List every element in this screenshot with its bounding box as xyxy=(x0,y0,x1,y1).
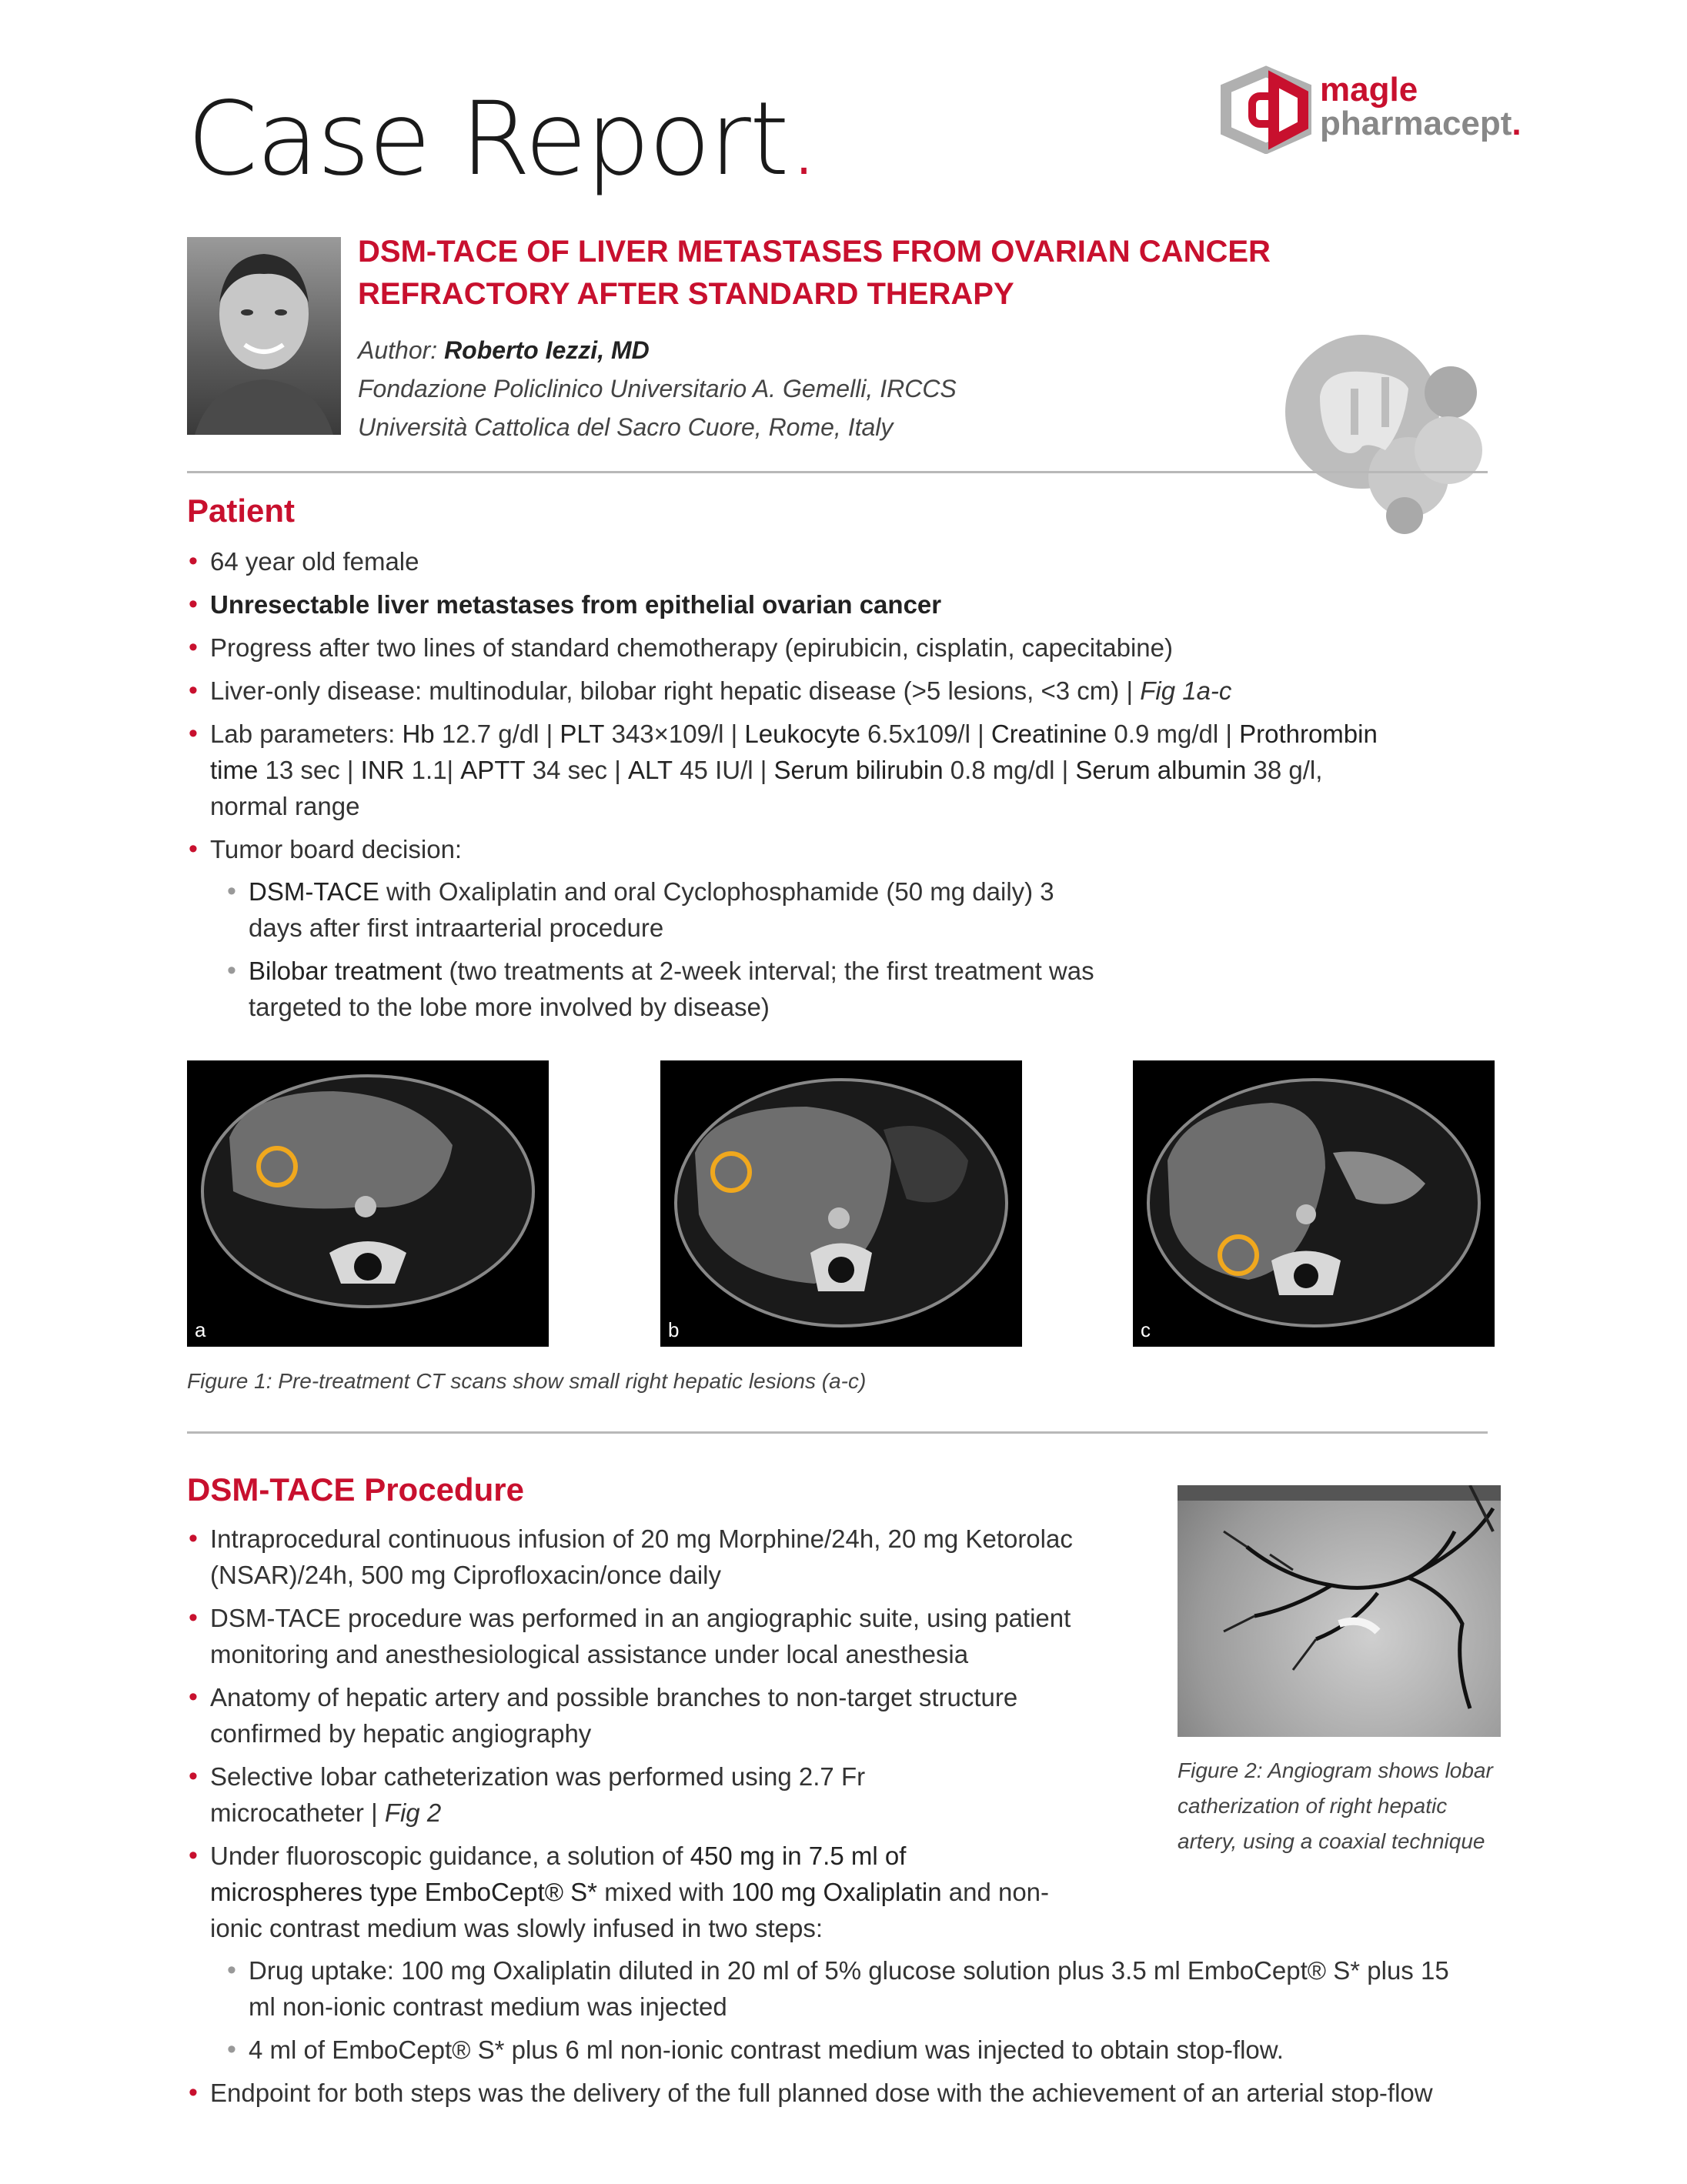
list-item: • 64 year old female xyxy=(187,543,1488,579)
logo-mark-icon xyxy=(1212,65,1320,154)
author-photo xyxy=(187,237,341,435)
author-block xyxy=(358,331,957,446)
list-item: • Intraprocedural continuous infusion of 20 mg Morphine/24h, 20 mg Ketorolac (NSAR)/24h, 500 mg Ciprofloxacin/once daily xyxy=(187,1521,1087,1593)
brand-logo xyxy=(1212,65,1551,154)
sub-list-item: • 4 ml of EmboCept® S* plus 6 ml non-ionic contrast medium was injected to obtain stop-flow. xyxy=(210,2032,1503,2068)
list-item: • Anatomy of hepatic artery and possible branches to non-target structure confirmed by hepatic angiography xyxy=(187,1679,1134,1752)
angiogram-image xyxy=(1178,1485,1501,1737)
ct-scan-c xyxy=(1133,1060,1495,1347)
title-dot: . xyxy=(787,80,819,199)
list-item: • Selective lobar catheterization was performed using 2.7 Fr microcatheter | Fig 2 xyxy=(187,1758,980,1831)
ct-scan-b xyxy=(660,1060,1022,1347)
procedure-section-title: DSM-TACE Procedure xyxy=(187,1471,524,1508)
article-heading xyxy=(358,231,1358,316)
sub-list-item: • Drug uptake: 100 mg Oxaliplatin diluted in 20 ml of 5% glucose solution plus 3.5 ml EmboCept® S* plus 15 ml non-ionic contrast medium was injected xyxy=(210,1952,1465,2025)
ct-scan-a xyxy=(187,1060,549,1347)
liver-circles-icon xyxy=(1278,335,1524,550)
scan-label: a xyxy=(195,1318,206,1341)
divider xyxy=(187,1431,1488,1434)
figure-1-caption: Figure 1: Pre-treatment CT scans show small right hepatic lesions (a-c) xyxy=(187,1369,867,1393)
list-item: • Progress after two lines of standard chemotherapy (epirubicin, cisplatin, capecitabine) xyxy=(187,629,1488,666)
affiliation-1: Fondazione Policlinico Universitario A. Gemelli, IRCCS xyxy=(358,375,957,402)
divider xyxy=(187,471,1488,473)
heading-line-1: DSM-TACE OF LIVER METASTASES FROM OVARIAN CANCER xyxy=(358,235,1271,269)
heading-line-2: REFRACTORY AFTER STANDARD THERAPY xyxy=(358,277,1014,311)
lab-parameters: • Lab parameters: Hb 12.7 g/dl | PLT 343×109/l | Leukocyte 6.5x109/l | Creatinine 0.9 mg/dl | Prothrombin time 13 sec | INR 1.1| APTT 34 sec | ALT 45 IU/l | Serum bilirubin 0.8 mg/dl | Serum albumin 38 g/l, normal range xyxy=(187,716,1403,824)
scan-label: b xyxy=(668,1318,680,1341)
sub-list-item: • Bilobar treatment (two treatments at 2-week interval; the first treatment was targeted to the lobe more involved by disease) xyxy=(210,953,1172,1025)
figure-2-caption: Figure 2: Angiogram shows lobar catherization of right hepatic artery, using a coaxial technique xyxy=(1178,1758,1493,1853)
list-item: • Unresectable liver metastases from epithelial ovarian cancer xyxy=(187,586,1488,623)
list-item: • Endpoint for both steps was the delivery of the full planned dose with the achievement of an arterial stop-flow xyxy=(187,2075,1488,2111)
logo-line-2: pharmacept xyxy=(1320,105,1512,142)
patient-list xyxy=(187,543,1488,1032)
list-item: • Under fluoroscopic guidance, a solution of 450 mg in 7.5 ml of microspheres type EmboCept® S* mixed with 100 mg Oxaliplatin and non-ionic contrast medium was slowly infused in two steps: • Drug uptake: 100 mg Oxaliplatin diluted in 20 ml of 5% glucose solution plus 3.5 ml EmboCept® S* plus 15 ml non-ionic contrast medium was injected • 4 ml of EmboCept® S* plus 6 ml non-ionic contrast medium was injected to obtain stop-flow. xyxy=(187,1838,1057,2068)
list-item: • Liver-only disease: multinodular, bilobar right hepatic disease (>5 lesions, <3 cm) | Fig 1a-c xyxy=(187,673,1488,709)
list-item: • Tumor board decision: • DSM-TACE with Oxaliplatin and oral Cyclophosphamide (50 mg daily) 3 days after first intraarterial procedure • Bilobar treatment (two treatments at 2-week interval; the first treatment was targeted to the lobe more involved by disease) xyxy=(187,831,1488,1025)
patient-section-title: Patient xyxy=(187,493,296,529)
list-item: • DSM-TACE procedure was performed in an angiographic suite, using patient monitoring and anesthesiological assistance under local anesthesia xyxy=(187,1600,1172,1672)
scan-label: c xyxy=(1141,1318,1151,1341)
author-name: Roberto Iezzi, MD xyxy=(444,336,650,364)
sub-list-item: • DSM-TACE with Oxaliplatin and oral Cyclophosphamide (50 mg daily) 3 days after first intraarterial procedure xyxy=(210,873,1095,946)
page-title: Case Report. xyxy=(187,80,819,199)
author-prefix: Author: xyxy=(358,336,445,364)
affiliation-2: Università Cattolica del Sacro Cuore, Rome, Italy xyxy=(358,413,894,441)
logo-dot: . xyxy=(1512,105,1522,142)
logo-line-1: magle xyxy=(1320,71,1418,109)
